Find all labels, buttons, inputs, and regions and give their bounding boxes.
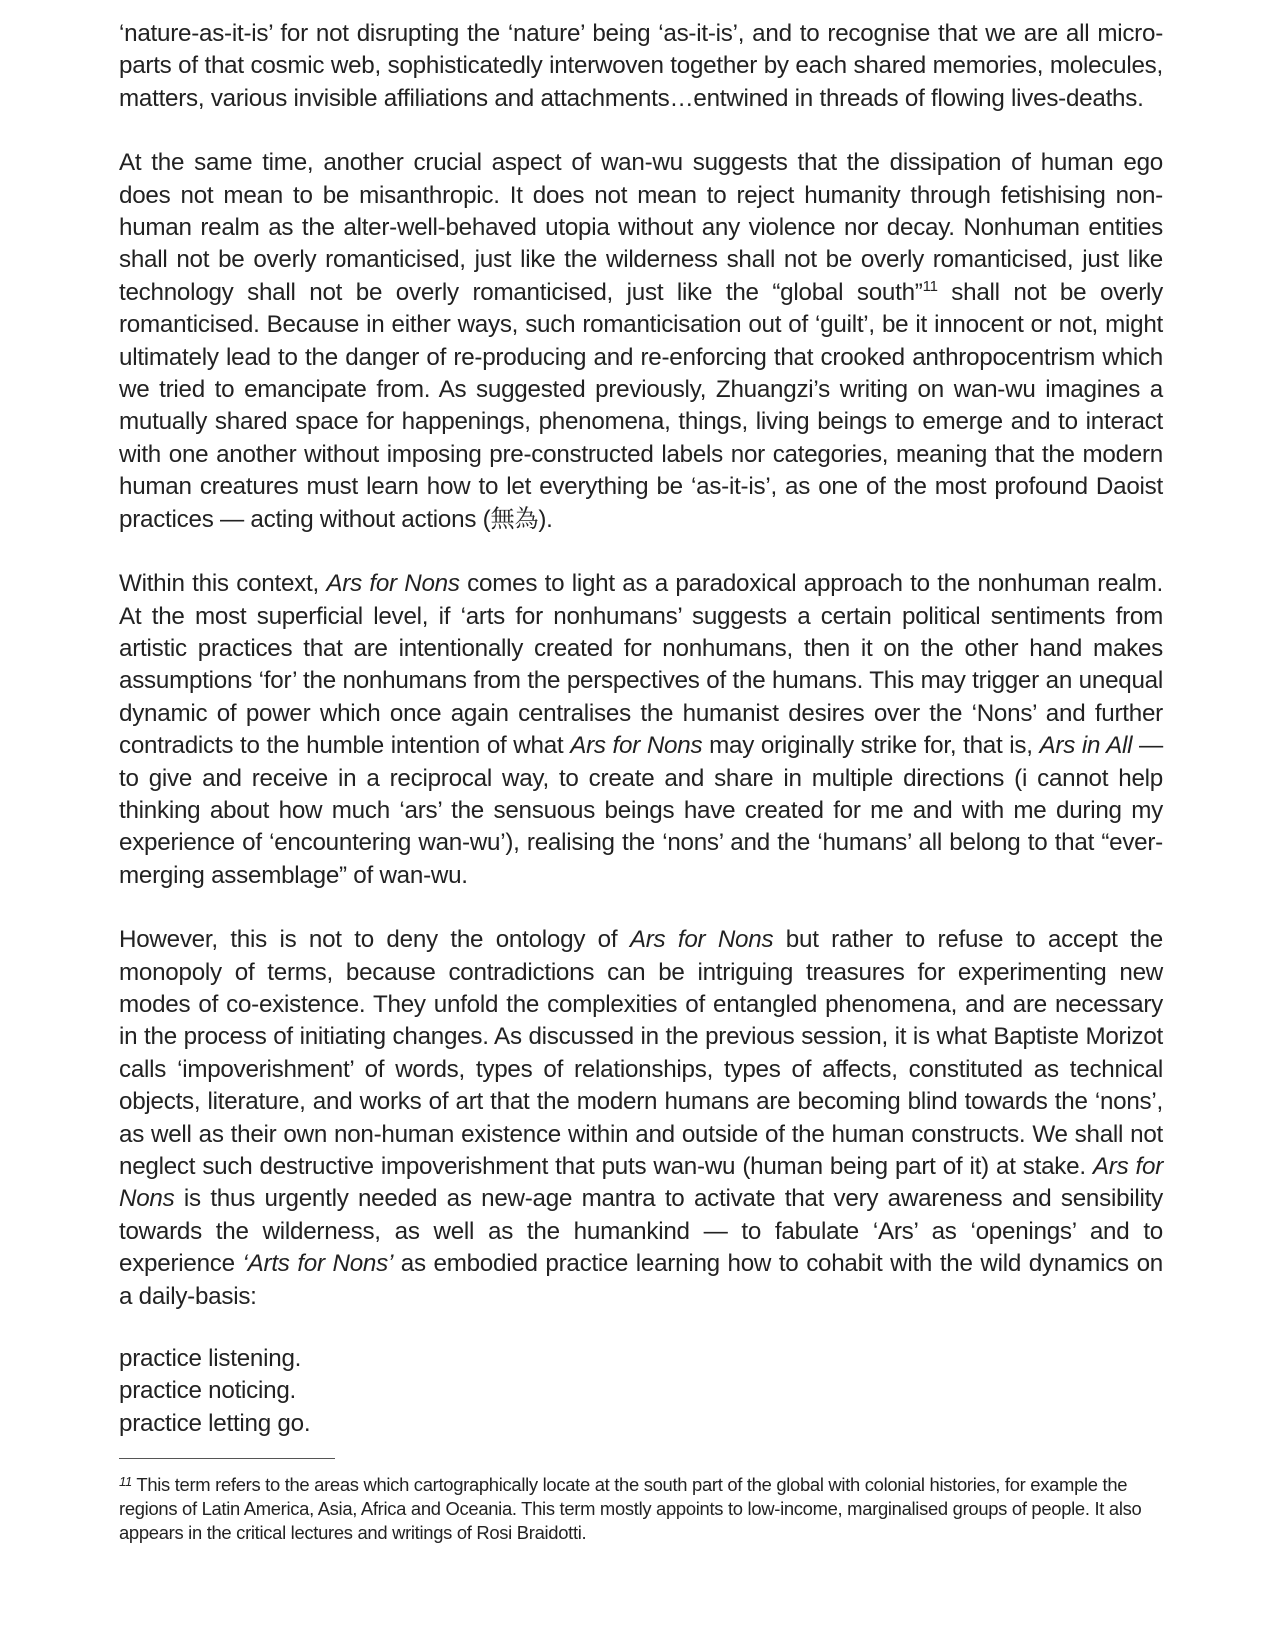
footnote-11 [119, 1473, 1163, 1545]
practice-item-noticing: practice noticing. [119, 1377, 297, 1405]
paragraph-text: but rather to refuse to accept the monopoly of terms, because contradictions can be intriguing treasures for experimenting new modes of co-existence. They unfold the complexities of entangled phenomena, and are necessary in the process of initiating changes. As discussed in the previous session, it is what Baptiste Morizot calls ‘impoverishment’ of words, types of relationships, types of affects, constituted as technical objects, literature, and works of art that the modern humans are becoming blind towards the ‘nons’, as well as their own non-human existence within and outside of the human constructs. We shall not neglect such destructive impoverishment that puts wan-wu (human being part of it) at stake. [119, 926, 1163, 1180]
paragraph-text: — to give and receive in a reciprocal way, to create and share in multiple directions (i cannot help thinking about how much ‘ars’ the sensuous beings have created for me and with me during my experience of ‘encountering wan-wu’), realising the ‘nons’ and the ‘humans’ all belong to that “ever-merging assemblage” of wan-wu. [119, 732, 1163, 889]
italic-term: Ars for Nons [570, 732, 703, 760]
italic-term: Ars for Nons [119, 1153, 1163, 1213]
italic-term: Ars for Nons [629, 926, 774, 954]
paragraph-wan-wu-misanthropy [119, 147, 1163, 536]
paragraph-ars-for-nons-paradox [119, 568, 1163, 892]
italic-term: Ars for Nons [326, 570, 460, 598]
paragraph-text: is thus urgently needed as new-age mantra to activate that very awareness and sensibility towards the wilderness, as well as the humankind — to fabulate ‘Ars’ as ‘openings’ and to experience [119, 1185, 1163, 1278]
paragraph-text: may originally strike for, that is, [702, 732, 1040, 760]
paragraph-text: shall not be overly romanticised. Because in either ways, such romanticisation out of ‘guilt’, be it innocent or not, might ultimately lead to the danger of re-producing and re-enforcing that crooked anthropocentrism which we tried to emancipate from. As suggested previously, Zhuangzi’s writing on wan-wu imagines a mutually shared space for happenings, phenomena, things, living beings to emerge and to interact with one another without imposing pre-constructed labels nor categories, meaning that the modern human creatures must learn how to let everything be ‘as-it-is’, as one of the most profound Daoist practices — acting without actions (無為). [119, 278, 1163, 533]
footnote-divider [119, 1458, 335, 1459]
document-page [119, 18, 1163, 1545]
footnote-number: 11 [119, 1474, 132, 1490]
practice-item-letting-go: practice letting go. [119, 1409, 311, 1437]
paragraph-ontology-of-ars [119, 924, 1163, 1313]
paragraph-nature-as-it-is: ‘nature-as-it-is’ for not disrupting the ‘nature’ being ‘as-it-is’, and to recognise that we are all micro-parts of that cosmic web, sophisticatedly interwoven together by each shared memories, molecules, matters, various invisible affiliations and attachments…entwined in threads of flowing lives-deaths. [119, 20, 1163, 112]
footnote-text: This term refers to the areas which cartographically locate at the south part of the global with colonial histories, for example the regions of Latin America, Asia, Africa and Oceania. This term mostly appoints to low-income, marginalised groups of people. It also appears in the critical lectures and writings of Rosi Braidotti. [119, 1474, 1142, 1544]
paragraph-text: as embodied practice learning how to cohabit with the wild dynamics on a daily-basis: [119, 1250, 1163, 1310]
paragraph-text: Within this context, [119, 570, 327, 598]
paragraph-text: comes to light as a paradoxical approach to the nonhuman realm. At the most superficial level, if ‘arts for nonhumans’ suggests a certain political sentiments from artistic practices that are intentionally created for nonhumans, then it on the other hand makes assumptions ‘for’ the nonhumans from the perspectives of the humans. This may trigger an unequal dynamic of power which once again centralises the humanist desires over the ‘Nons’ and further contradicts to the humble intention of what [119, 570, 1163, 760]
paragraph-text: At the same time, another crucial aspect of wan-wu suggests that the dissipation of human ego does not mean to be misanthropic. It does not mean to reject humanity through fetishising non-human realm as the alter-well-behaved utopia without any violence nor decay. Nonhuman entities shall not be overly romanticised, just like the wilderness shall not be overly romanticised, just like technology shall not be overly romanticised, just like the “global south” [119, 149, 1163, 306]
paragraph-text: However, this is not to deny the ontology of [119, 926, 630, 954]
practice-item-listening: practice listening. [119, 1345, 302, 1373]
italic-term: ‘Arts for Nons’ [242, 1250, 394, 1278]
italic-term: Ars in All [1039, 732, 1133, 760]
practice-list [119, 1343, 1163, 1440]
footnote-reference[interactable]: 11 [922, 277, 938, 295]
